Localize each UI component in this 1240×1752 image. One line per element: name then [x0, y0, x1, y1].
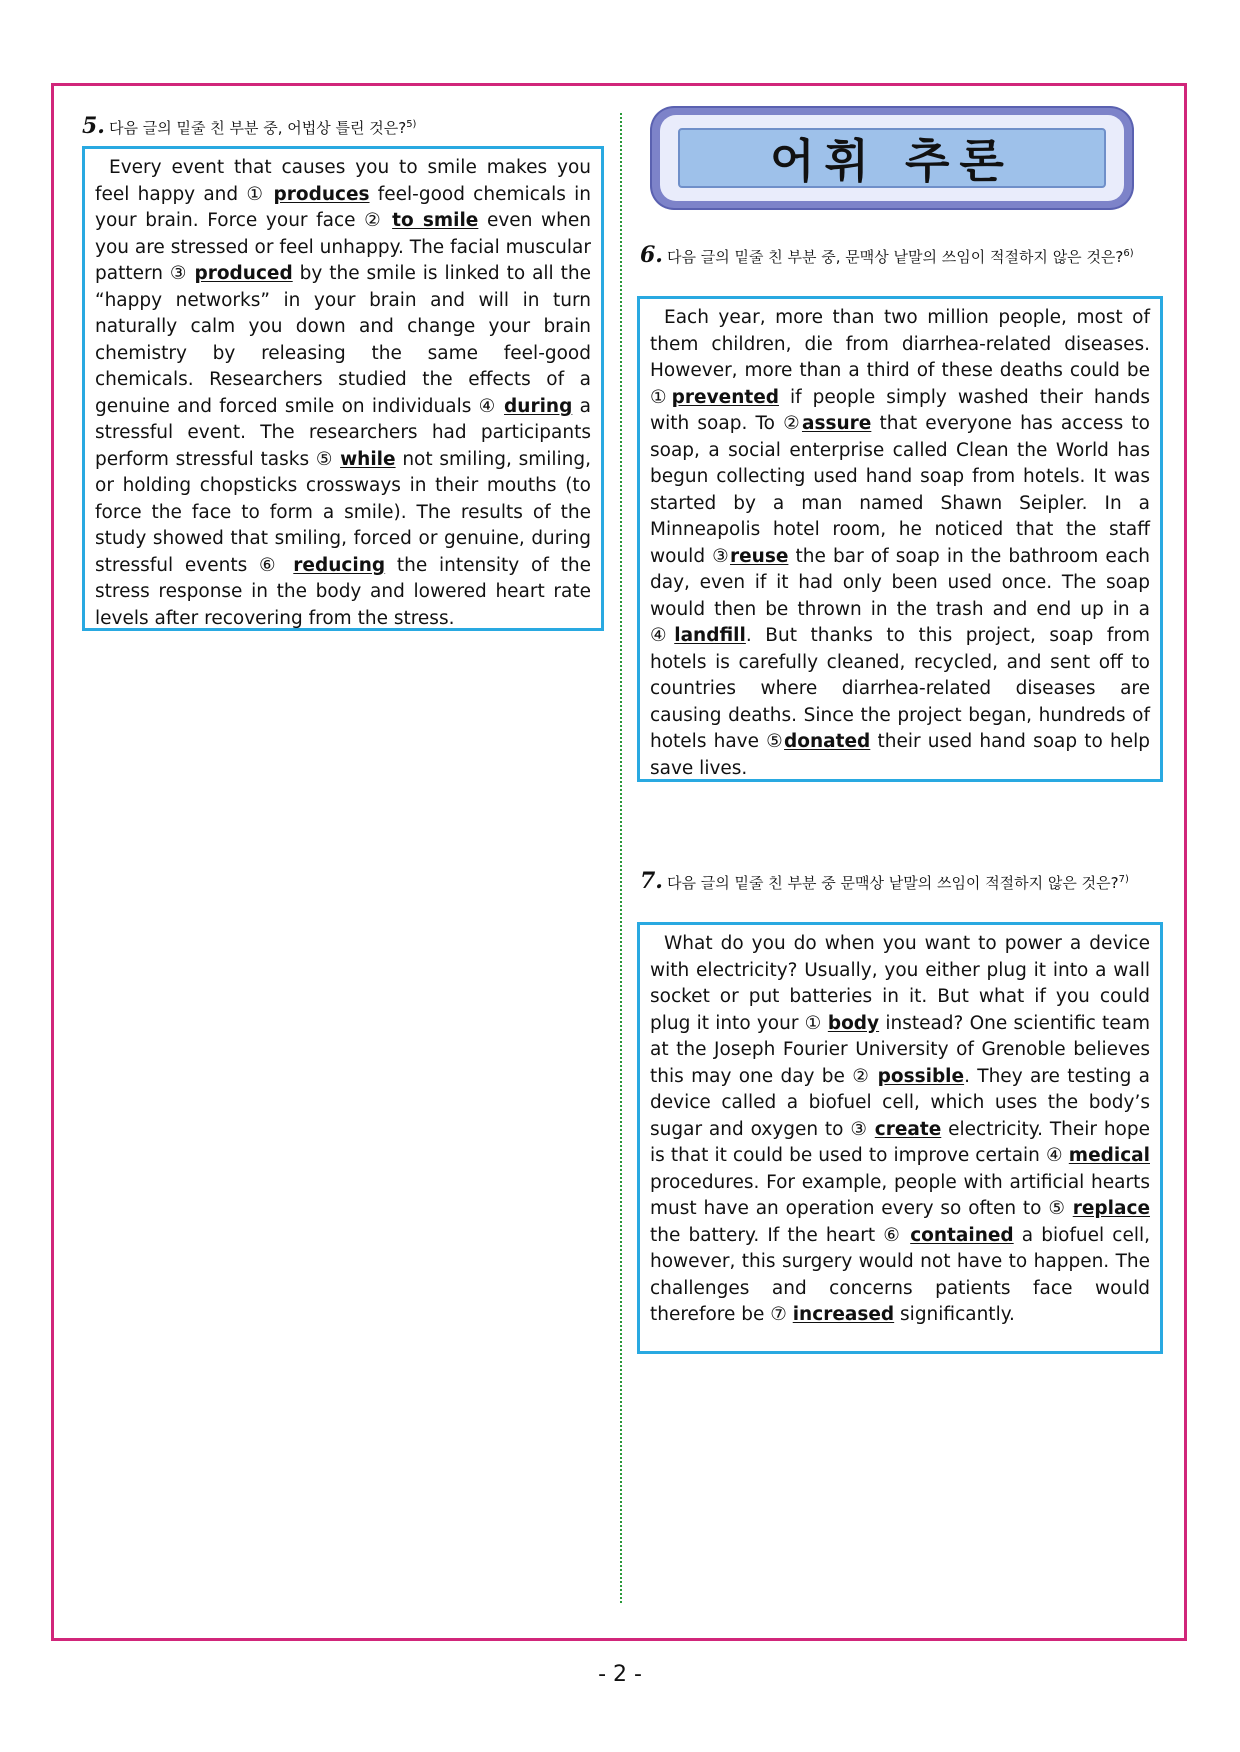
question-6-header: [640, 242, 1160, 268]
question-6-number: 6.: [640, 242, 663, 268]
underlined-word: while: [340, 448, 396, 470]
question-7-passage: What do you do when you want to power a device with electricity? Usually, you either plug it into a wall socket or put batteries in it. But what if you could plug it into your ① body instead? One scientific team at the Joseph Fourier University of Grenoble believes this may one day be ② possible. They are testing a device called a biofuel cell, which uses the body’s sugar and oxygen to ③ create electricity. Their hope is that it could be used to improve certain ④ medical procedures. For example, people with artificial hearts must have an operation every so often to ⑤ replace the battery. If the heart ⑥ contained a biofuel cell, however, this surgery would not have to happen. The challenges and concerns patients face would therefore be ⑦ increased significantly.: [637, 922, 1163, 1354]
question-5-header: [82, 113, 602, 139]
underlined-word: reuse: [730, 545, 789, 567]
underlined-word: body: [827, 1012, 880, 1034]
underlined-word: reducing: [293, 554, 386, 576]
underlined-word: possible: [877, 1065, 965, 1087]
column-divider: [620, 113, 622, 1603]
underlined-word: create: [874, 1118, 942, 1140]
question-5-footnote: 5): [406, 119, 417, 130]
question-7-header: [640, 868, 1160, 894]
question-6-prompt: 다음 글의 밑줄 친 부분 중, 문맥상 낱말의 쓰임이 적절하지 않은 것은?: [666, 248, 1124, 266]
question-5-prompt: 다음 글의 밑줄 친 부분 중, 어법상 틀린 것은?: [108, 119, 407, 137]
underlined-word: prevented: [671, 386, 779, 408]
underlined-word: donated: [784, 731, 871, 752]
question-5-number: 5.: [82, 113, 105, 139]
question-5-passage: Every event that causes you to smile makes you feel happy and ① produces feel-good chemicals in your brain. Force your face ② to smile even when you are stressed or feel unhappy. The facial muscular pattern ③ produced by the smile is linked to all the “happy networks” in your brain and will in turn naturally calm you down and change your brain chemistry by releasing the same feel-good chemicals. Researchers studied the effects of a genuine and forced smile on individuals ④ during a stressful event. The researchers had participants perform stressful tasks ⑤ while not smiling, smiling, or holding chopsticks crossways in their mouths (to force the face to form a smile). The results of the study showed that smiling, forced or genuine, during stressful events ⑥ reducing the intensity of the stress response in the body and lowered heart rate levels after recovering from the stress.: [82, 146, 604, 631]
underlined-word: medical: [1068, 1145, 1150, 1166]
question-7-number: 7.: [640, 868, 663, 894]
page-number: - 2 -: [598, 1662, 642, 1687]
underlined-word: produced: [194, 263, 293, 284]
underlined-word: during: [504, 395, 573, 417]
underlined-word: replace: [1072, 1198, 1150, 1219]
section-title-banner: [652, 108, 1132, 208]
question-7-footnote: 7): [1118, 874, 1129, 885]
question-7-prompt: 다음 글의 밑줄 친 부분 중 문맥상 낱말의 쓰임이 적절하지 않은 것은?: [666, 874, 1119, 892]
underlined-word: landfill: [674, 625, 746, 646]
underlined-word: assure: [801, 413, 872, 434]
underlined-word: increased: [792, 1304, 895, 1325]
underlined-word: contained: [910, 1224, 1014, 1246]
section-title: 어휘 추론: [678, 128, 1106, 188]
underlined-word: to smile: [392, 210, 479, 231]
question-6-footnote: 6): [1123, 248, 1134, 259]
underlined-word: produces: [273, 183, 370, 205]
question-6-passage: Each year, more than two million people, most of them children, die from diarrhea-related diseases. However, more than a third of these deaths could be ①prevented if people simply washed their hands with soap. To ②assure that everyone has access to soap, a social enterprise called Clean the World has begun collecting used hand soap from hotels. It was started by a man named Shawn Seipler. In a Minneapolis hotel room, he noticed that the staff would ③reuse the bar of soap in the bathroom each day, even if it had only been used once. The soap would then be thrown in the trash and end up in a ④landfill. But thanks to this project, soap from hotels is carefully cleaned, recycled, and sent off to countries where diarrhea-related diseases are causing deaths. Since the project began, hundreds of hotels have ⑤donated their used hand soap to help save lives.: [637, 296, 1163, 782]
